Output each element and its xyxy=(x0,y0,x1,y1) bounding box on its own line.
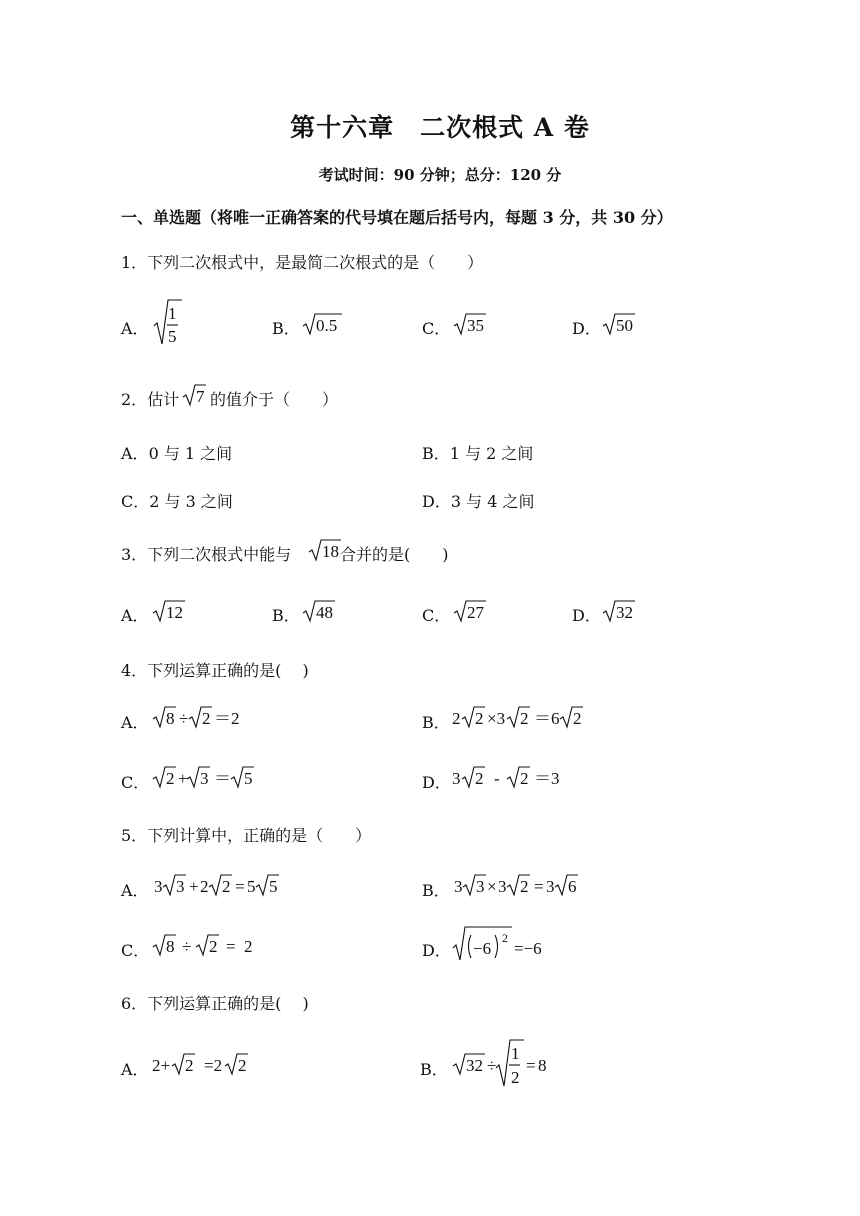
svg-text:−6: −6 xyxy=(473,939,492,958)
q4-option-b-label: B． xyxy=(422,713,450,732)
svg-text:35: 35 xyxy=(467,316,484,335)
svg-text:18: 18 xyxy=(322,542,339,561)
svg-text:2: 2 xyxy=(200,877,209,896)
svg-text:2+: 2+ xyxy=(152,1056,171,1075)
svg-text:=: = xyxy=(235,877,245,896)
svg-text:+: + xyxy=(178,769,188,788)
q6-option-b-math xyxy=(452,1036,562,1090)
q3-option-b-label: B． xyxy=(272,606,300,625)
svg-text:÷: ÷ xyxy=(487,1056,497,1075)
svg-text:3: 3 xyxy=(176,877,185,896)
svg-text:3: 3 xyxy=(476,877,485,896)
q3-option-d-label: D． xyxy=(572,606,601,625)
svg-text:27: 27 xyxy=(467,603,484,622)
q4-option-b-math xyxy=(452,703,592,729)
q4-option-c-label: C． xyxy=(121,773,150,792)
svg-text:=: = xyxy=(534,877,544,896)
svg-text:＝3: ＝3 xyxy=(534,769,560,788)
svg-text:5: 5 xyxy=(247,877,256,896)
exam-info: 考试时间：90 分钟；总分：120 分 xyxy=(318,166,562,184)
q1-option-d-label: D． xyxy=(572,319,601,338)
q5-option-c-math xyxy=(152,931,262,957)
svg-text:3: 3 xyxy=(452,769,461,788)
svg-text:8: 8 xyxy=(166,709,175,728)
q2-option-c: C．2 与 3 之间 xyxy=(121,492,233,511)
q4-option-c-math xyxy=(152,763,262,789)
svg-text:÷: ÷ xyxy=(179,709,189,728)
q2-stem-sqrt xyxy=(182,381,210,407)
svg-text:5: 5 xyxy=(244,769,253,788)
svg-text:2: 2 xyxy=(185,1056,194,1075)
q5-option-c-label: C． xyxy=(121,941,150,960)
svg-text:5: 5 xyxy=(269,877,278,896)
svg-text:2: 2 xyxy=(520,877,529,896)
q4-option-d-math xyxy=(452,763,572,789)
svg-text:3: 3 xyxy=(546,877,555,896)
svg-text:×3: ×3 xyxy=(487,709,506,728)
q1-option-c-math xyxy=(453,310,493,336)
question-1-stem: 1．下列二次根式中，是最简二次根式的是（ ） xyxy=(121,253,484,272)
svg-text:8: 8 xyxy=(538,1056,547,1075)
q5-option-a-label: A． xyxy=(121,881,149,900)
svg-text:2: 2 xyxy=(166,769,175,788)
q4-option-a-math xyxy=(152,703,262,729)
page-title: 第十六章 二次根式 A 卷 xyxy=(290,113,590,142)
svg-text:32: 32 xyxy=(466,1056,483,1075)
svg-text:2: 2 xyxy=(244,937,253,956)
question-2-stem-b: 的值介于（ ） xyxy=(210,390,339,409)
q3-option-c-label: C． xyxy=(422,606,451,625)
q5-option-b-math xyxy=(454,871,584,897)
svg-text:50: 50 xyxy=(616,316,633,335)
q2-option-d: D．3 与 4 之间 xyxy=(422,492,535,511)
q1-option-b-math xyxy=(302,310,350,336)
svg-text:1: 1 xyxy=(511,1044,520,1063)
svg-text:÷: ÷ xyxy=(182,937,192,956)
svg-text:2: 2 xyxy=(238,1056,247,1075)
q5-option-d-label: D． xyxy=(422,941,451,960)
q1-option-a-math xyxy=(152,296,192,350)
q3-option-c-math xyxy=(453,597,489,623)
q6-option-a-math xyxy=(152,1050,262,1076)
q5-option-b-label: B． xyxy=(422,881,450,900)
svg-text:=2: =2 xyxy=(204,1056,223,1075)
svg-text:2: 2 xyxy=(222,877,231,896)
q5-option-a-math xyxy=(154,871,284,897)
svg-text:2: 2 xyxy=(520,709,529,728)
q1a-denominator: 5 xyxy=(168,327,177,346)
q1a-numerator: 1 xyxy=(168,304,177,323)
svg-text:+: + xyxy=(189,877,199,896)
q1-option-a-label: A． xyxy=(121,319,149,338)
question-5-stem: 5．下列计算中，正确的是（ ） xyxy=(121,826,372,845)
svg-text:2: 2 xyxy=(475,709,484,728)
svg-text:12: 12 xyxy=(166,603,183,622)
q1-option-d-math xyxy=(602,310,642,336)
svg-text:-: - xyxy=(494,769,500,788)
question-2-stem-a: 2．估计 xyxy=(121,390,180,409)
q3-option-a-label: A． xyxy=(121,606,149,625)
svg-text:=: = xyxy=(526,1056,536,1075)
q3-option-d-math xyxy=(602,597,638,623)
svg-text:=−6: =−6 xyxy=(514,939,542,958)
svg-text:0.5: 0.5 xyxy=(316,316,338,335)
svg-text:2: 2 xyxy=(520,769,529,788)
question-6-stem: 6．下列运算正确的是( ) xyxy=(121,994,309,1013)
svg-text:＝6: ＝6 xyxy=(534,709,560,728)
svg-text:×: × xyxy=(487,877,497,896)
svg-text:3: 3 xyxy=(154,877,163,896)
q5-option-d-math xyxy=(452,924,552,962)
svg-text:2: 2 xyxy=(502,931,508,945)
q1-option-c-label: C． xyxy=(422,319,451,338)
svg-text:3: 3 xyxy=(200,769,209,788)
svg-text:2: 2 xyxy=(209,937,218,956)
q3-option-a-math xyxy=(152,597,188,623)
svg-text:3: 3 xyxy=(454,877,463,896)
svg-text:＝: ＝ xyxy=(214,769,231,788)
svg-text:48: 48 xyxy=(316,603,333,622)
q6-option-b-label: B． xyxy=(420,1060,448,1079)
q3-stem-sqrt xyxy=(308,536,344,562)
svg-text:2: 2 xyxy=(573,709,582,728)
q2-option-b: B．1 与 2 之间 xyxy=(422,444,534,463)
q4-option-a-label: A． xyxy=(121,713,149,732)
question-3-stem-b: 合并的是( ) xyxy=(340,545,449,564)
svg-text:2: 2 xyxy=(202,709,211,728)
svg-text:6: 6 xyxy=(568,877,577,896)
svg-text:2: 2 xyxy=(452,709,461,728)
section-heading: 一、单选题（将唯一正确答案的代号填在题后括号内，每题 3 分，共 30 分） xyxy=(121,208,673,227)
q4-option-d-label: D． xyxy=(422,773,451,792)
q6-option-a-label: A． xyxy=(121,1060,149,1079)
question-4-stem: 4．下列运算正确的是( ) xyxy=(121,661,309,680)
svg-text:=: = xyxy=(226,937,236,956)
svg-text:7: 7 xyxy=(196,387,205,406)
svg-text:3: 3 xyxy=(498,877,507,896)
svg-text:2: 2 xyxy=(511,1068,520,1087)
question-3-stem-a: 3．下列二次根式中能与 xyxy=(121,545,292,564)
svg-text:＝2: ＝2 xyxy=(214,709,240,728)
svg-text:2: 2 xyxy=(475,769,484,788)
q2-option-a: A．0 与 1 之间 xyxy=(121,444,233,463)
q1-option-b-label: B． xyxy=(272,319,300,338)
svg-text:32: 32 xyxy=(616,603,633,622)
svg-text:8: 8 xyxy=(166,937,175,956)
q3-option-b-math xyxy=(302,597,338,623)
